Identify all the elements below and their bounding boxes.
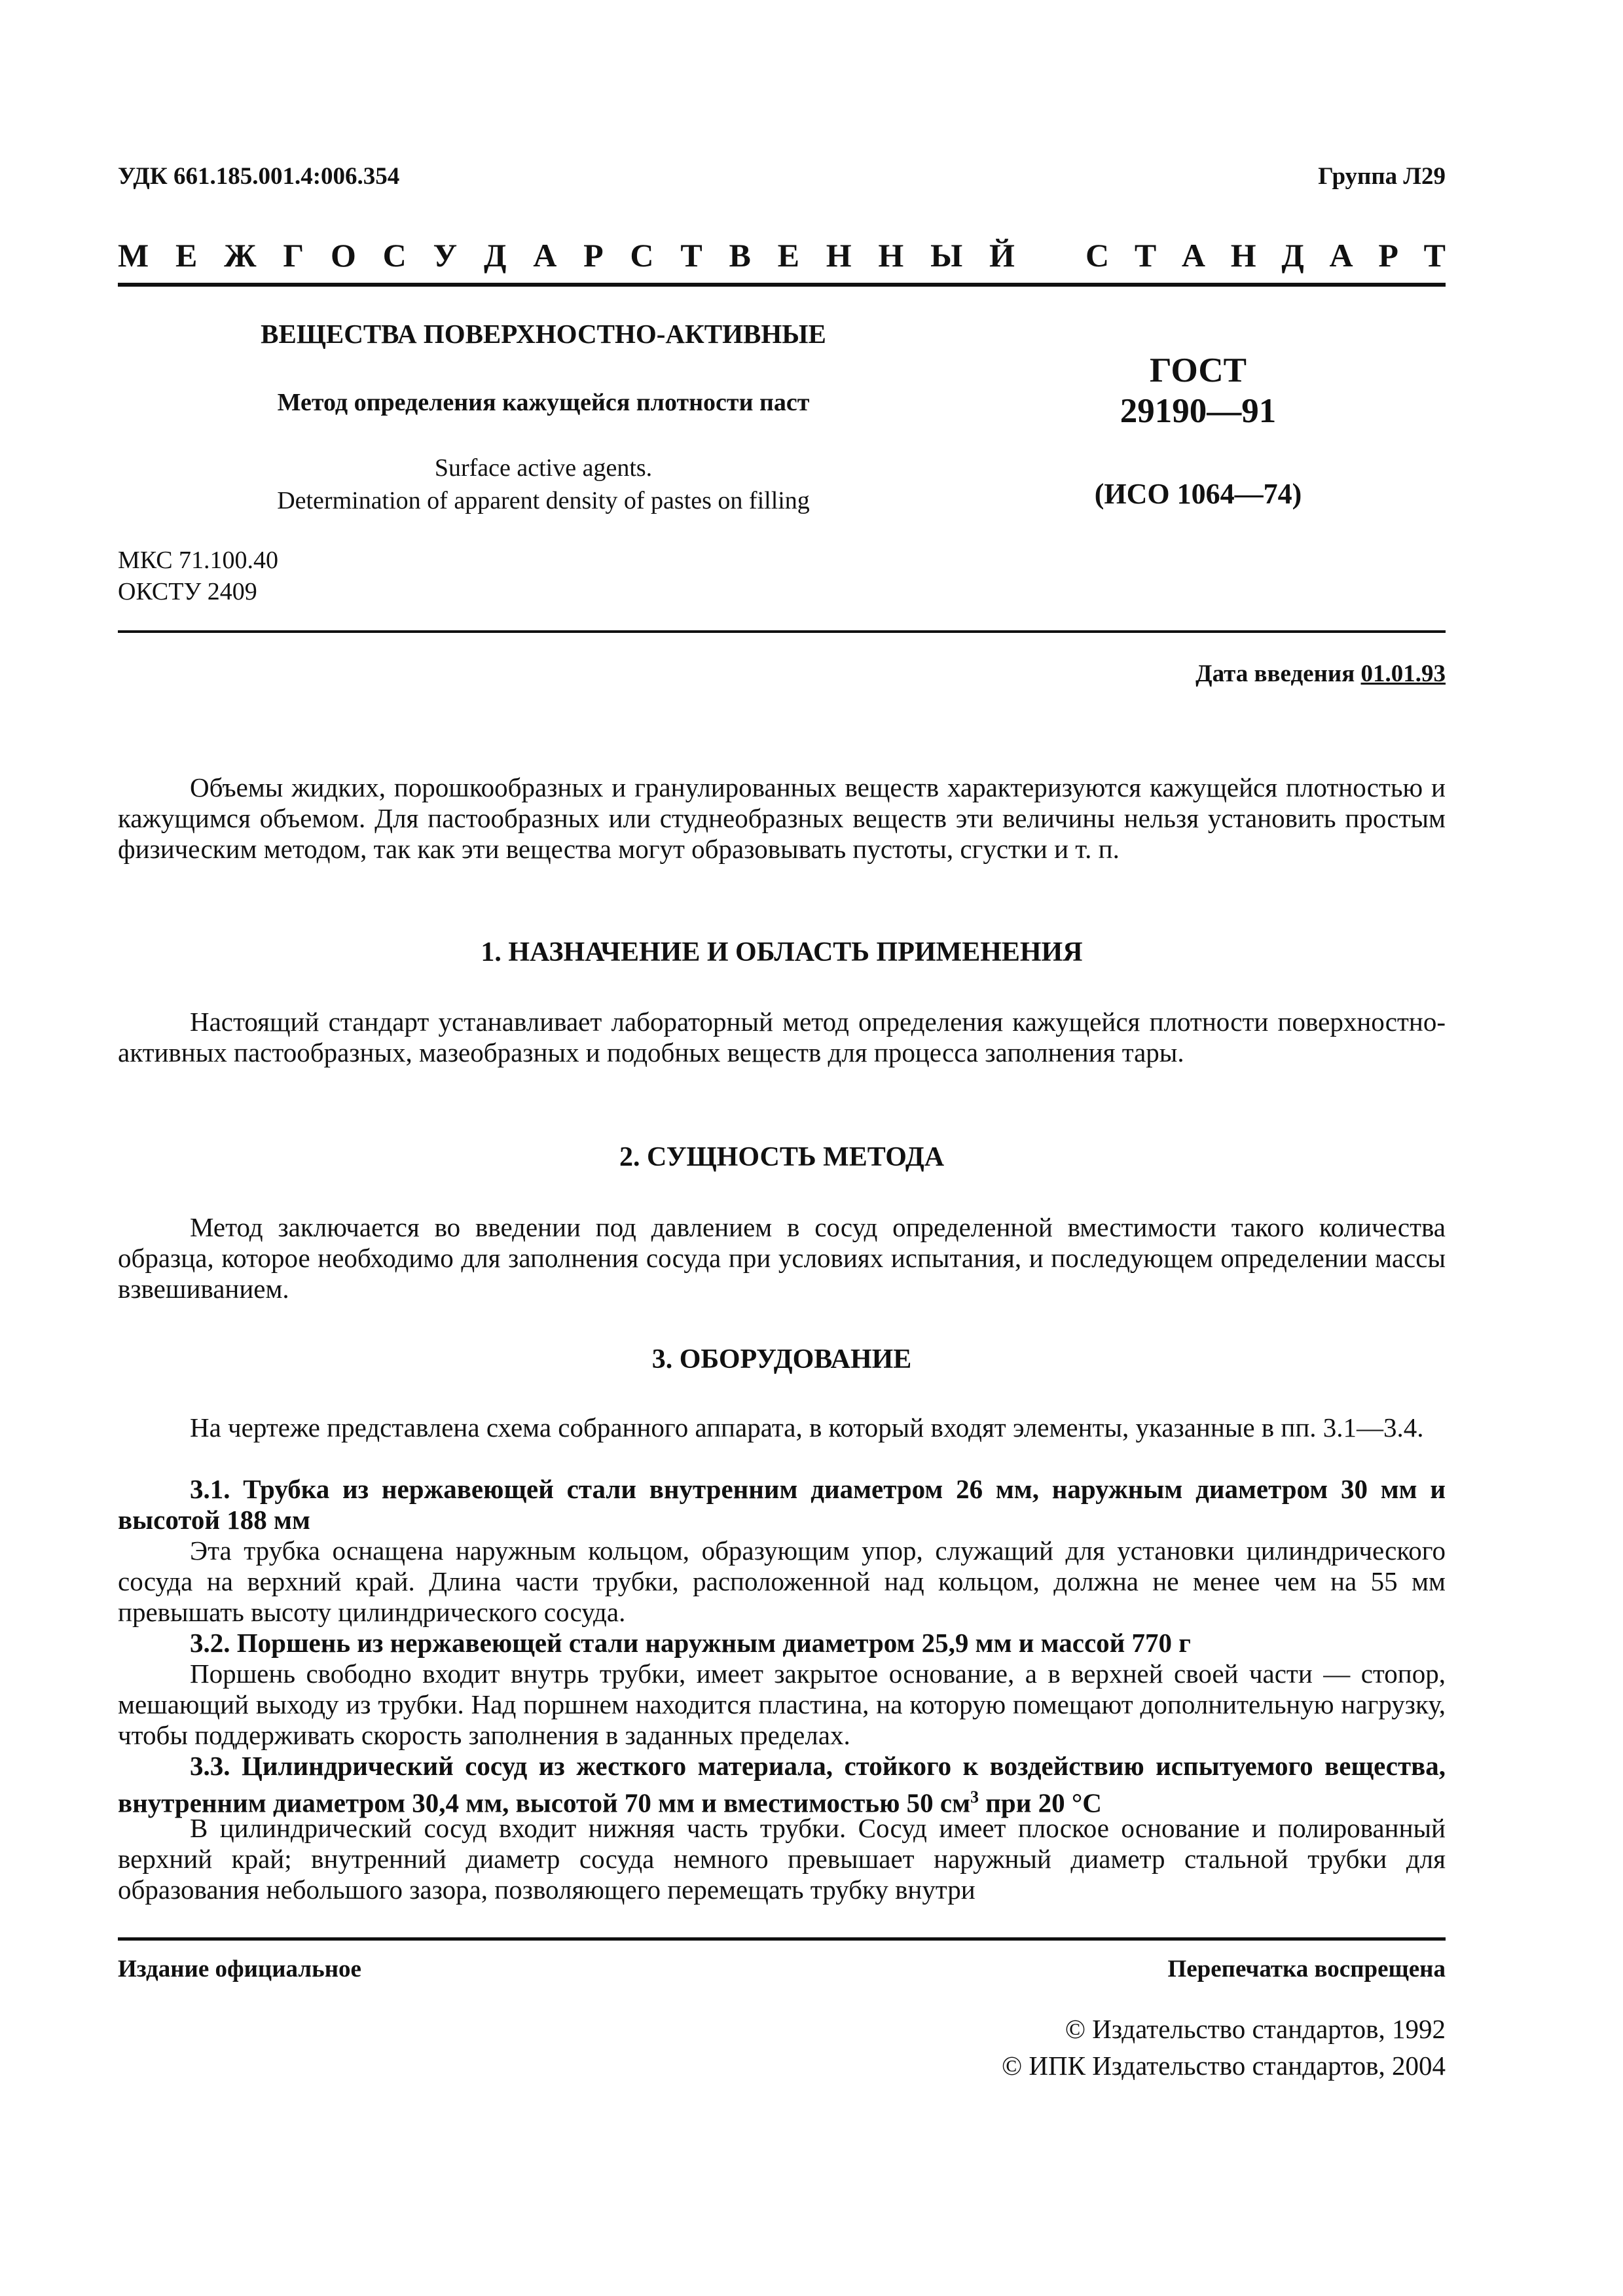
banner-letter: Ж xyxy=(224,237,257,274)
banner-word-interstate xyxy=(118,236,1015,274)
title-block xyxy=(118,314,969,517)
intro-paragraph: Объемы жидких, порошкообразных и гранулированных веществ характеризуются кажущейся плотностью и кажущимся объемом. Для пастообразных или студнеобразных веществ эти величины нельзя установить простым физическим методом, так как эти вещества могут образовывать пустоты, сгустки и т. п. xyxy=(118,772,1446,864)
clause-3-3-heading-main: 3.3. Цилиндрический сосуд из жесткого материала, стойкого к воздействию испытуемого вещества, внутренним диаметром 30,4 мм, высотой 70 мм и вместимостью 50 см xyxy=(118,1751,1446,1818)
section-2-heading: 2. СУЩНОСТЬ МЕТОДА xyxy=(619,1142,945,1172)
section-1-heading: 1. НАЗНАЧЕНИЕ И ОБЛАСТЬ ПРИМЕНЕНИЯ xyxy=(481,937,1083,967)
introduction-date-label: Дата введения xyxy=(1195,660,1355,687)
banner-letter: Т xyxy=(680,237,702,274)
english-title-line2: Determination of apparent density of pastes on filling xyxy=(277,487,810,514)
classification-codes xyxy=(118,545,278,607)
clause-3-2-heading: 3.2. Поршень из нержавеющей стали наружным диаметром 25,9 мм и массой 770 г xyxy=(190,1628,1191,1658)
banner-letter: Р xyxy=(1378,237,1398,274)
section-3-heading: 3. ОБОРУДОВАНИЕ xyxy=(651,1344,912,1374)
banner-letter: Н xyxy=(1230,237,1256,274)
introduction-date-value: 01.01.93 xyxy=(1360,660,1446,687)
banner-letter: Т xyxy=(1134,237,1157,274)
banner-letter: С xyxy=(382,237,407,274)
gost-block xyxy=(1061,350,1336,512)
clause-3-3-heading-tail: при 20 °С xyxy=(979,1787,1102,1818)
footer-rule xyxy=(118,1937,1446,1941)
banner-letter: А xyxy=(1329,237,1353,274)
banner-letter: М xyxy=(118,237,149,274)
clause-3-3-heading-superscript: 3 xyxy=(970,1787,979,1806)
gost-number: 29190—91 xyxy=(1120,392,1277,430)
banner-letter: Д xyxy=(1281,237,1304,274)
banner-word-standard xyxy=(1085,236,1446,274)
clause-3-1-text: Эта трубка оснащена наружным кольцом, образующим упор, служащий для установки цилиндрического сосуда на верхний край. Длина части трубки, расположенной над кольцом, должна не менее чем на 55 мм превышать высоту цилиндрического сосуда. xyxy=(118,1535,1446,1627)
banner-letter: Е xyxy=(777,237,799,274)
document-subtitle: Метод определения кажущейся плотности паст xyxy=(277,389,810,416)
banner-letter: С xyxy=(630,237,654,274)
section-3-text: На чертеже представлена схема собранного аппарата, в который входят элементы, указанные в пп. 3.1—3.4. xyxy=(190,1412,1424,1443)
banner-letter: Й xyxy=(989,237,1015,274)
banner-letter: А xyxy=(533,237,557,274)
section-1-text: Настоящий стандарт устанавливает лабораторный метод определения кажущейся плотности поверхностно-активных пастообразных, мазеобразных и подобных веществ для процесса заполнения тары. xyxy=(118,1007,1446,1067)
gost-label: ГОСТ xyxy=(1150,351,1247,389)
banner-letter: Т xyxy=(1423,237,1446,274)
clause-3-3-text: В цилиндрический сосуд входит нижняя часть трубки. Сосуд имеет плоское основание и полированный верхний край; внутренний диаметр сосуда немного превышает наружный диаметр стальной трубки для образования небольшого зазора, позволяющего перемещать трубку внутри xyxy=(118,1813,1446,1905)
clause-3-1-heading: 3.1. Трубка из нержавеющей стали внутренним диаметром 26 мм, наружным диаметром 30 мм и высотой 188 мм xyxy=(118,1474,1446,1535)
group-code: Группа Л29 xyxy=(1318,163,1446,190)
copyright-block xyxy=(1002,2011,1446,2084)
banner-letter: В xyxy=(729,237,751,274)
banner-letter: А xyxy=(1181,237,1206,274)
clause-3-2-text: Поршень свободно входит внутрь трубки, имеет закрытое основание, а в верхней своей части — стопор, мешающий выходу из трубки. Над поршнем находится пластина, на которую помещают дополнительную нагрузку, чтобы поддерживать скорость заполнения в заданных пределах. xyxy=(118,1659,1446,1750)
document-title: ВЕЩЕСТВА ПОВЕРХНОСТНО-АКТИВНЫЕ xyxy=(261,319,826,349)
banner-letter: У xyxy=(433,237,458,274)
copyright-line-2: © ИПК Издательство стандартов, 2004 xyxy=(1001,2051,1446,2081)
top-rule xyxy=(118,283,1446,287)
official-edition: Издание официальное xyxy=(118,1956,361,1982)
copyright-line-1: © Издательство стандартов, 1992 xyxy=(1065,2014,1446,2044)
iso-equivalent: (ИСО 1064—74) xyxy=(1094,478,1302,510)
introduction-date xyxy=(1195,660,1446,688)
banner-letter: Ы xyxy=(930,237,963,274)
okstu-code: ОКСТУ 2409 xyxy=(118,578,257,605)
banner-letter: С xyxy=(1085,237,1110,274)
english-title-line1: Surface active agents. xyxy=(434,454,653,482)
standard-banner xyxy=(118,232,1446,278)
banner-letter: Р xyxy=(583,237,604,274)
title-rule xyxy=(118,630,1446,633)
banner-letter: Н xyxy=(826,237,852,274)
banner-letter: Д xyxy=(484,237,507,274)
mks-code: МКС 71.100.40 xyxy=(118,547,279,574)
english-title xyxy=(118,452,969,517)
banner-letter: Г xyxy=(283,237,304,274)
banner-letter: Н xyxy=(878,237,904,274)
reprint-notice: Перепечатка воспрещена xyxy=(1167,1956,1446,1982)
clause-3-3-heading xyxy=(118,1751,1446,1819)
banner-letter: Е xyxy=(175,237,198,274)
udk-code: УДК 661.185.001.4:006.354 xyxy=(118,163,400,190)
banner-letter: О xyxy=(330,237,356,274)
section-2-text: Метод заключается во введении под давлением в сосуд определенной вместимости такого количества образца, которое необходимо для заполнения сосуда при условиях испытания, и последующем определении массы взвешиванием. xyxy=(118,1212,1446,1304)
